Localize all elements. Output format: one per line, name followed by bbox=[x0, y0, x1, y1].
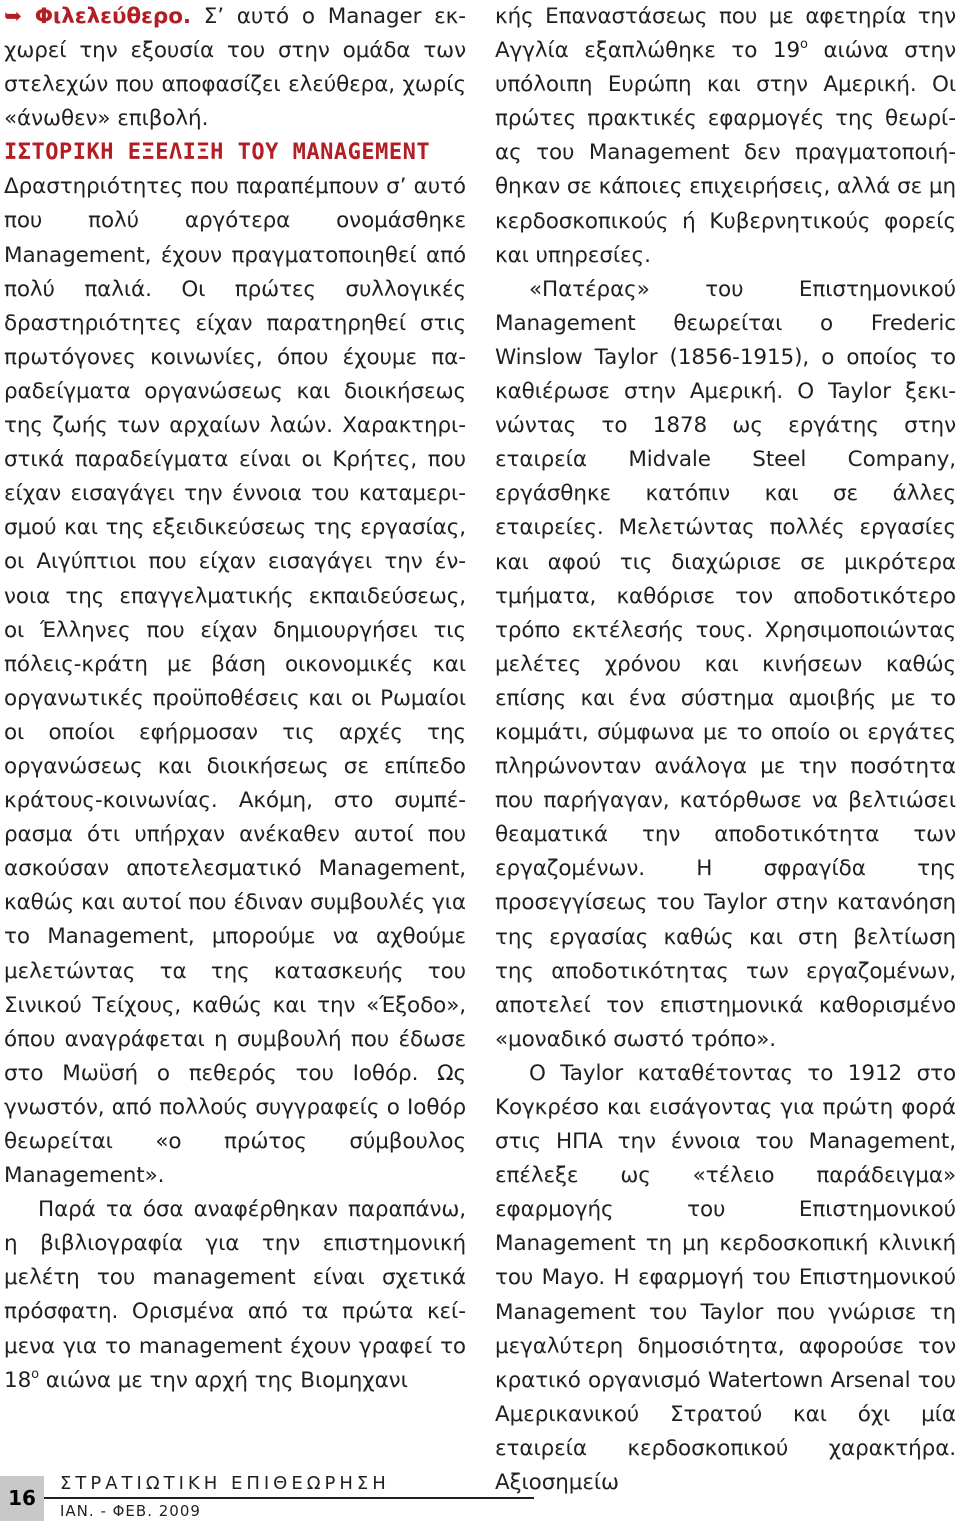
ordinal-superscript: ο bbox=[800, 37, 808, 53]
issue-date: ΙΑΝ. - ΦΕΒ. 2009 bbox=[60, 1502, 201, 1520]
history-paragraph-2 bbox=[4, 1193, 466, 1398]
page-number: 16 bbox=[0, 1476, 44, 1521]
right-column bbox=[495, 0, 956, 1500]
magazine-title: ΣΤΡΑΤΙΩΤΙΚΗ ΕΠΙΘΕΩΡΗΣΗ bbox=[60, 1473, 390, 1494]
section-heading: ΙΣΤΟΡΙΚΗ ΕΞΕΛΙΞΗ ΤΟΥ MANAGEMENT bbox=[4, 140, 431, 166]
continuation-text: κής Επαναστάσεως που με αφετηρία την Αγγλία εξαπλώθηκε το 19 bbox=[495, 4, 956, 64]
history-paragraph-1: Δραστηριότητες που παραπέμπουν σ’ αυτό που πολύ αργότερα ονομάσθηκε Management, έχουν πραγματοποιηθεί από πολύ παλιά. Οι πρώτες συλλογικές δραστηριότητες είχαν παρατηρηθεί στις πρωτόγονες κοινωνίες, όπου έχουμε παραδείγματα οργανώσεως και διοικήσεως της ζωής των αρχαίων λαών. Χαρακτηριστικά παραδείγματα είναι οι Κρήτες, που είχαν εισαγάγει την έννοια του καταμερισμού και της εξειδικεύσεως της εργασίας, οι Αιγύπτιοι που είχαν εισαγάγει την έννοια της επαγγελματικής εκπαιδεύσεως, οι Έλληνες που είχαν δημιουργήσει τις πόλεις-κράτη με βάση οικονομικές και οργανωτικές προϋποθέσεις και οι Ρωμαίοι οι οποίοι εφήρμοσαν τις αρχές της οργανώσεως και διοικήσεως σε επίπεδο κράτους-κοινωνίας. Ακόμη, στο συμπέρασμα ότι υπήρχαν ανέκαθεν αυτοί που ασκούσαν αποτελεσματικό Management, καθώς και αυτοί που έδιναν συμβουλές για το Management, μπορούμε να αχθούμε μελετώντας τα της κατασκευής του Σινικού Τείχους, καθώς και την «Έξοδο», όπου αναγράφεται η συμβουλή που έδωσε στο Μωϋσή ο πεθερός του Ιοθόρ. Ως γνωστόν, από πολλούς συγγραφείς ο Ιοθόρ θεωρείται «ο πρώτος σύμβουλος Management». bbox=[4, 174, 466, 1189]
footer-divider bbox=[44, 1497, 534, 1499]
lead-paragraph bbox=[4, 0, 466, 136]
lead-text: Σ’ αυτό ο Manager εκχωρεί την εξουσία του στην ομάδα των στελεχών που αποφασίζει ελεύθερα, χωρίς «άνωθεν» επιβολή. bbox=[4, 4, 467, 132]
left-column bbox=[4, 0, 466, 1398]
arrow-icon: ➥ bbox=[4, 4, 22, 29]
continuation-paragraph bbox=[495, 0, 956, 273]
ordinal-superscript: ο bbox=[31, 1366, 40, 1382]
continuation-tail: αιώνα στην υπόλοιπη Ευρώπη και στην Αμερική. Οι πρώτες πρακτικές εφαρμογές της θεωρίας του Management δεν πραγματοποιήθηκαν σε κάποιες επιχειρήσεις, αλλά σε μη κερδοσκοπικούς ή Κυβερνητικούς φορείς και υπηρεσίες. bbox=[495, 38, 956, 268]
page-footer bbox=[0, 1463, 960, 1521]
history-paragraph-2-text: Παρά τα όσα αναφέρθηκαν παραπάνω, η βιβλιογραφία για την επιστημονική μελέτη του management είναι σχετικά πρόσφατη. Ορισμένα από τα πρώτα κείμενα για το management έχουν γραφεί το 18 bbox=[4, 1197, 466, 1393]
lead-label: Φιλελεύθερο. bbox=[34, 4, 191, 29]
taylor-paragraph-2: Ο Taylor καταθέτοντας το 1912 στο Κογκρέσο και εισάγοντας για πρώτη φορά στις ΗΠΑ την έννοια του Management, επέλεξε ως «τέλειο παράδειγμα» εφαρμογής του Επιστημονικού Management τη μη κερδοσκοπική κλινική του Mayo. Η εφαρμογή του Επιστημονικού Management του Taylor που γνώρισε τη μεγαλύτερη δημοσιότητα, αφορούσε τον κρατικό οργανισμό Watertown Arsenal του Αμερικανικού Στρατού και όχι μία εταιρεία κερδοσκοπικού χαρακτήρα. Αξιοσημείω bbox=[495, 1060, 956, 1496]
taylor-paragraph-1: «Πατέρας» του Επιστημονικού Management θεωρείται ο Frederic Winslow Taylor (1856-1915), ο οποίος το καθιέρωσε στην Αμερική. Ο Taylor ξεκινώντας το 1878 ως εργάτης στην εταιρεία Midvale Steel Company, εργάσθηκε κατόπιν και σε άλλες εταιρείες. Μελετώντας πολλές εργασίες και αφού τις διαχώρισε σε μικρότερα τμήματα, καθόρισε τον αποδοτικότερο τρόπο εκτέλεσής τους. Χρησιμοποιώντας μελέτες χρόνου και κινήσεων καθώς επίσης και ένα σύστημα αμοιβής με το κομμάτι, σύμφωνα με το οποίο οι εργάτες πληρώνονταν ανάλογα με την ποσότητα που παρήγαγαν, κατόρθωσε να βελτιώσει θεαματικά την αποδοτικότητα των εργαζομένων. Η σφραγίδα της προσεγγίσεως του Taylor στην κατανόηση της εργασίας καθώς και στη βελτίωση της αποδοτικότητας των εργαζομένων, αποτελεί τον επιστημονικά καθορισμένο «μοναδικό σωστό τρόπο». bbox=[495, 276, 956, 1052]
history-paragraph-2-tail: αιώνα με την αρχή της Βιομηχανι bbox=[39, 1367, 408, 1393]
